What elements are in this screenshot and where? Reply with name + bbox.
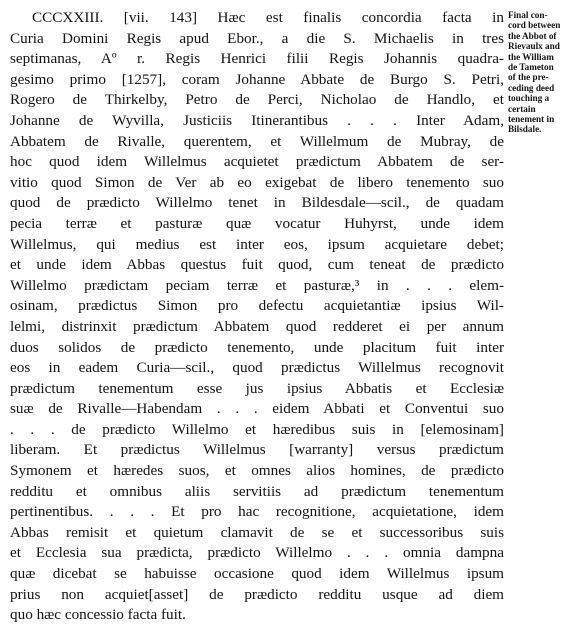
marginal-note-line: cord between — [508, 20, 561, 31]
text-line: pertinentibus. . . . Et pro hac recognitione, acquietatione, idem — [10, 503, 504, 521]
marginal-note-line: de Tameton — [508, 62, 554, 73]
text-line: hoc quod idem Willelmus acquietet prædictum Abbatem de ser- — [10, 153, 504, 171]
text-line: liberam. Et prædictus Willelmus [warranty] versus prædictum — [10, 441, 504, 459]
text-line: vitio quod Simon de Ver ab eo exigebat de libero tenemento suo — [10, 173, 504, 191]
text-line: Symonem et hæredes suos, et omnes alios homines, de prædicto — [10, 462, 504, 480]
text-line: Willelmo prædictam peciam terræ et pasturæ,³ in . . . elem- — [10, 276, 504, 294]
text-line: duos solidos de prædicto tenemento, unde placitum fuit inter — [10, 338, 504, 356]
text-line: Johanne de Wyvilla, Justiciis Itinerantibus . . . Inter Adam, — [10, 111, 504, 129]
marginal-note-line: of the pre- — [508, 72, 549, 83]
text-line: lelmi, distrinxit prædictum Abbatem quod redderet ei per annum — [10, 317, 504, 335]
marginal-note — [508, 10, 576, 135]
text-line: pecia terræ et pasturæ quæ vocatur Huhyrst, unde idem — [10, 214, 504, 232]
text-line: osinam, prædictus Simon pro defectu acquietantiæ ipsius Wil- — [10, 297, 504, 315]
text-line: quod de prædicto Willelmo tenet in Bildesdale—scil., de quadam — [10, 194, 504, 212]
text-line: Rogero de Thirkelby, Petro de Perci, Nicholao de Handlo, et — [10, 91, 504, 109]
text-line: Abbas remisit et quietum clamavit de se et successoribus suis — [10, 523, 504, 541]
marginal-note-line: the William — [508, 51, 554, 62]
text-line: Willelmus, qui medius est inter eos, ipsum acquietare debet; — [10, 235, 504, 253]
text-line: Abbatem de Rivalle, querentem, et Willelmum de Mubray, de — [10, 132, 504, 150]
charter-text — [10, 8, 504, 626]
text-line: suæ de Rivalle—Habendam . . . eidem Abbati et Conventui suo — [10, 400, 504, 418]
marginal-note-line: touching a — [508, 93, 550, 104]
text-line: quæ dicebat se habuisse occasione quod idem Willelmus ipsum — [10, 565, 504, 583]
text-line: et unde idem Abbas questus fuit quod, cum teneat de prædicto — [10, 256, 504, 274]
marginal-note-line: certain — [508, 103, 536, 114]
marginal-note-line: Final con- — [508, 10, 548, 20]
text-line: gesimo primo [1257], coram Johanne Abbate de Burgo S. Petri, — [10, 70, 504, 88]
text-line: eos in eadem Curia—scil., quod prædictus Willelmus recognovit — [10, 359, 504, 377]
text-line: septimanas, Aº r. Regis Henrici filii Regis Johannis quadra- — [10, 50, 504, 68]
marginal-note-line: ceding deed — [508, 82, 555, 93]
text-line: . . . de prædicto Willelmo et hæredibus suis in [elemosinam] — [10, 420, 504, 438]
text-line: prius non acquiet[asset] de prædicto redditu usque ad diem — [10, 585, 504, 603]
marginal-note-line: Rievaulx and — [508, 41, 560, 52]
text-line: et Ecclesia sua prædicta, prædicto Willelmo . . . omnia dampna — [10, 544, 504, 562]
text-line: CCCXXIII. [vii. 143] Hæc est finalis concordia facta in — [32, 9, 504, 26]
text-line: prædictum tenementum esse jus ipsius Abbatis et Ecclesiæ — [10, 379, 504, 397]
text-line: Curia Domini Regis apud Ebor., a die S. Michaelis in tres — [10, 29, 504, 47]
text-line: quo hæc concessio facta fuit. — [10, 606, 186, 624]
marginal-note-line: tenement in — [508, 114, 555, 125]
marginal-note-line: Bilsdale. — [508, 124, 542, 135]
marginal-note-line: the Abbot of — [508, 30, 557, 41]
text-line: redditu et omnibus aliis servitiis ad prædictum tenementum — [10, 482, 504, 500]
